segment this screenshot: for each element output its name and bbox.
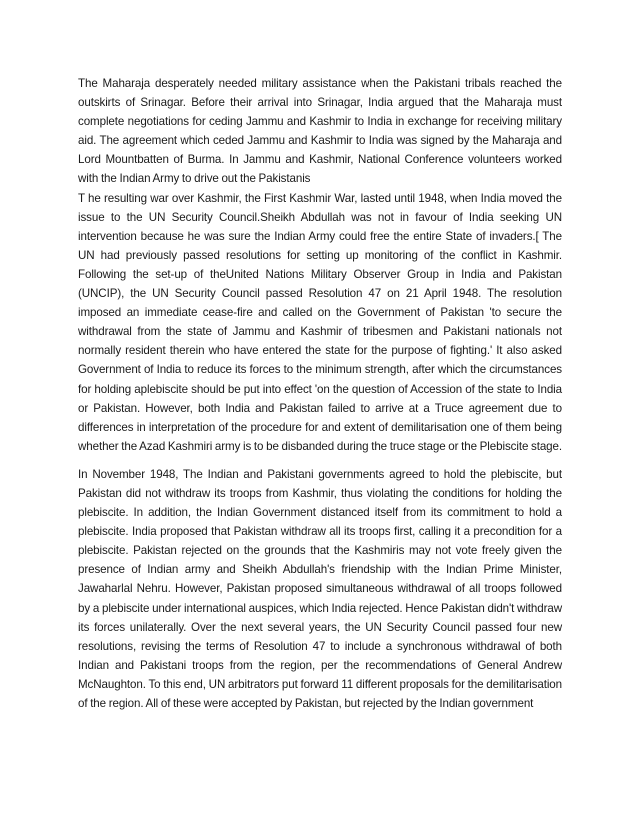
document-page [78,74,562,713]
paragraph-first-kashmir-war: T he resulting war over Kashmir, the First Kashmir War, lasted until 1948, when India moved the issue to the UN Security Council.Sheikh Abdullah was not in favour of India seeking UN intervention because he was sure the Indian Army could free the entire State of invaders.[ The UN had previously passed resolutions for setting up monitoring of the conflict in Kashmir. Following the set-up of theUnited Nations Military Observer Group in India and Pakistan (UNCIP), the UN Security Council passed Resolution 47 on 21 April 1948. The resolution imposed an immediate cease-fire and called on the Government of Pakistan 'to secure the withdrawal from the state of Jammu and Kashmir of tribesmen and Pakistani nationals not normally resident therein who have entered the state for the purpose of fighting.' It also asked Government of India to reduce its forces to the minimum strength, after which the circumstances for holding aplebiscite should be put into effect 'on the question of Accession of the state to India or Pakistan. However, both India and Pakistan failed to arrive at a Truce agreement due to differences in interpretation of the procedure for and extent of demilitarisation one of them being whether the Azad Kashmiri army is to be disbanded during the truce stage or the Plebiscite stage. [78,191,562,453]
paragraph-plebiscite: In November 1948, The Indian and Pakistani governments agreed to hold the plebiscite, but Pakistan did not withdraw its troops from Kashmir, thus violating the conditions for holding the plebiscite. In addition, the Indian Government distanced itself from its commitment to hold a plebiscite. India proposed that Pakistan withdraw all its troops first, calling it a precondition for a plebiscite. Pakistan rejected on the grounds that the Kashmiris may not vote freely given the presence of Indian army and Sheikh Abdullah's friendship with the Indian Prime Minister, Jawaharlal Nehru. However, Pakistan proposed simultaneous withdrawal of all troops followed by a plebiscite under international auspices, which India rejected. Hence Pakistan didn't withdraw its forces unilaterally. Over the next several years, the UN Security Council passed four new resolutions, revising the terms of Resolution 47 to include a synchronous withdrawal of both Indian and Pakistani troops from the region, per the recommendations of General Andrew McNaughton. To this end, UN arbitrators put forward 11 different proposals for the demilitarisation of the region. All of these were accepted by Pakistan, but rejected by the Indian government [78,467,562,710]
paragraph-maharaja-accession: The Maharaja desperately needed military assistance when the Pakistani tribals reached the outskirts of Srinagar. Before their arrival into Srinagar, India argued that the Maharaja must complete negotiations for ceding Jammu and Kashmir to India in exchange for receiving military aid. The agreement which ceded Jammu and Kashmir to India was signed by the Maharaja and Lord Mountbatten of Burma. In Jammu and Kashmir, National Conference volunteers worked with the Indian Army to drive out the Pakistanis [78,77,562,186]
